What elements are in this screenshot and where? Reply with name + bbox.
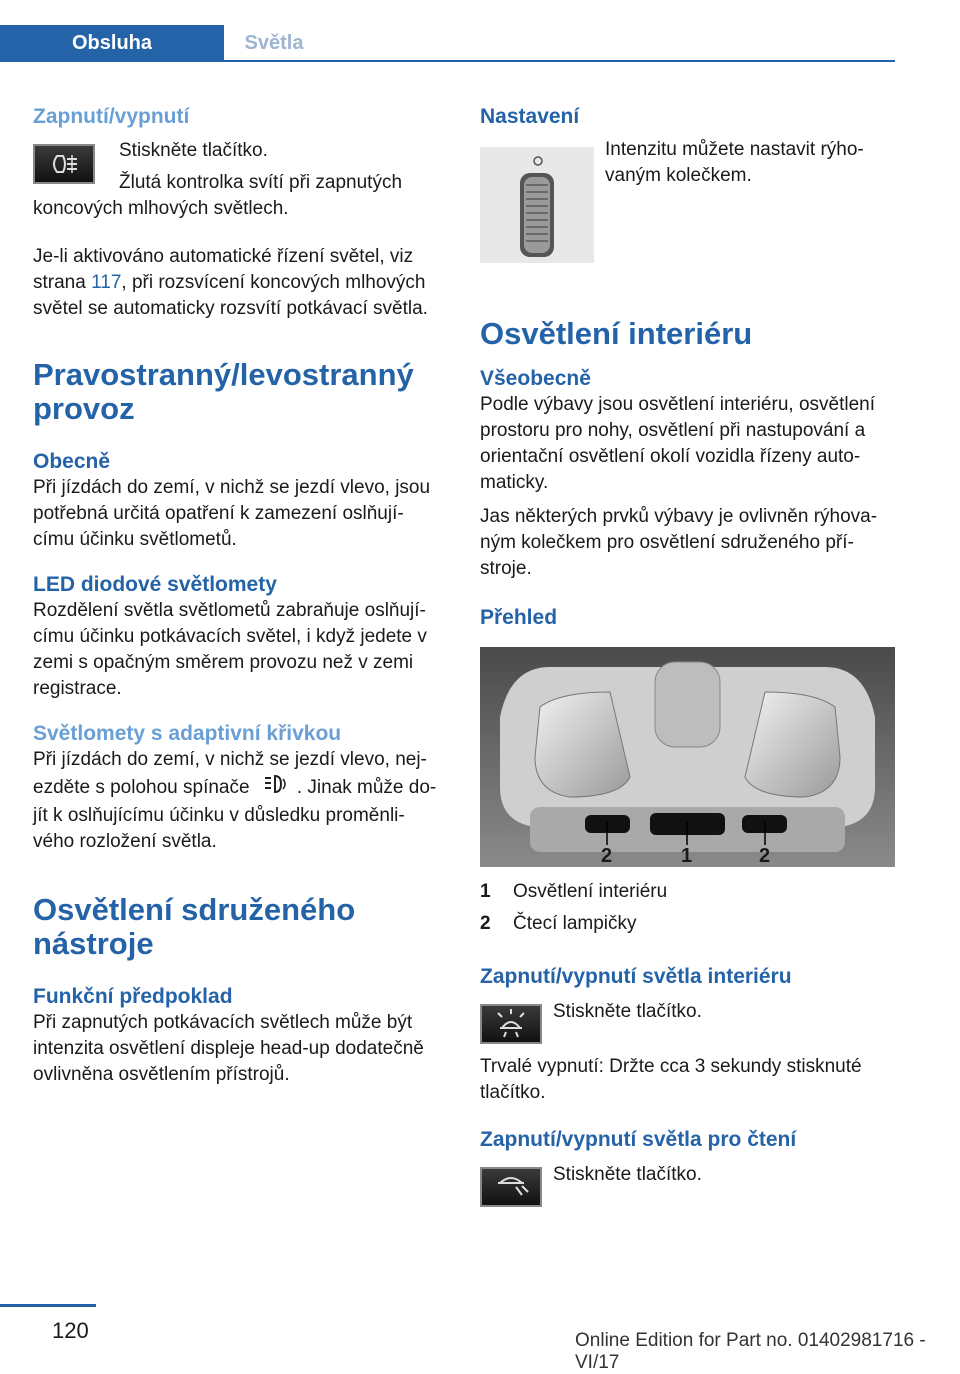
edition-note: Online Edition for Part no. 01402981716 - VI/17 bbox=[575, 1330, 926, 1373]
tab-svetla[interactable]: Světla bbox=[244, 32, 304, 54]
page-link-117[interactable]: 117 bbox=[91, 272, 122, 293]
interior-light-overview-image bbox=[480, 647, 895, 867]
heading-pravostranny: Pravostranný/levostranný bbox=[33, 357, 414, 392]
photo-label-1: 1 bbox=[681, 845, 693, 867]
rear-fog-light-button-icon bbox=[33, 144, 95, 184]
heading-vseobecne: Všeobecně bbox=[480, 367, 591, 390]
interior-light-block: Stiskněte tlačítko. bbox=[480, 1004, 895, 1048]
heading-zapnuti-cteni: Zapnutí/vypnutí světla pro čtení bbox=[480, 1128, 797, 1151]
heading-osvetleni-interieru: Osvětlení interiéru bbox=[480, 316, 753, 351]
tab-rule bbox=[0, 60, 895, 62]
rear-fog-block: Stiskněte tlačítko. Žlutá kontrolka svítí při zapnutých koncových mlhových světlech. bbox=[33, 140, 403, 219]
right-column: Nastavení Intenzitu můžete nastavit rýho‐ vaným kolečkem. Osvětlení interiéru Všeobecně Podle výbavy jsou osvětlení interiéru, osvětlení prostoru pro nohy, osvětlení při nastupování a orientační osvětlení okolí vozidla řízeny auto‐ maticky. Jas některých prvků výbavy je ovlivněn rýhova‐ ným kolečkem pro osvětlení sdruženého pří‐ stroje. Přehled 2 1 2 1 Osvětlení interiéru 2 Čtecí lampičky Zapnutí/vypnutí světla interiéru Stiskněte tlačítko. Trvalé vypnutí: Držte cca 3 sekundy stisknuté tlačítko. Zapnutí/vypnutí světla pro čtení Stiskněte tlačítko. bbox=[480, 98, 895, 1211]
heading-zapnuti-interieru: Zapnutí/vypnutí světla interiéru bbox=[480, 965, 792, 988]
heading-zapnuti-vypnuti: Zapnutí/vypnutí bbox=[33, 105, 190, 128]
heading-osvetleni-sdruzeneho: Osvětlení sdruženého bbox=[33, 892, 356, 927]
interior-light-button-icon bbox=[480, 1004, 542, 1044]
reading-light-block: Stiskněte tlačítko. bbox=[480, 1167, 895, 1211]
heading-nastaveni: Nastavení bbox=[480, 105, 580, 128]
heading-prehled: Přehled bbox=[480, 606, 558, 629]
tab-obsluha[interactable]: Obsluha bbox=[0, 25, 224, 61]
legend bbox=[480, 879, 895, 943]
page-number: 120 bbox=[52, 1318, 89, 1343]
headlight-switch-icon bbox=[261, 773, 291, 803]
chapter-tabs bbox=[0, 25, 895, 61]
legend-item: 1 Osvětlení interiéru bbox=[480, 881, 668, 902]
heading-funkcni-predpoklad: Funkční předpoklad bbox=[33, 985, 233, 1008]
heading-adaptive: Světlomety s adaptivní křivkou bbox=[33, 722, 342, 745]
dimmer-block: Intenzitu můžete nastavit rýho‐ vaným kolečkem. bbox=[480, 141, 895, 271]
photo-label-2-right: 2 bbox=[759, 845, 771, 867]
photo-label-2-left: 2 bbox=[601, 845, 613, 867]
left-column: Zapnutí/vypnutí Stiskněte tlačítko. Žlutá kontrolka svítí při zapnutých koncových mlhových světlech. Je-li aktivováno automatické řízení světel, viz strana 117, při rozsvícení koncových mlhových světel se automaticky rozsvítí potkávací světla. Pravostranný/levostranný provoz Obecně Při jízdách do zemí, v nichž se jezdí vlevo, jsou potřebná určitá opatření k zamezení oslňují‐ címu účinku světlometů. LED diodové světlomety Rozdělení světla světlometů zabraňuje oslňují‐ címu účinku potkávacích světel, i když jedete v zemi s opačným směrem provozu než v zemi registrace. Světlomety s adaptivní křivkou Při jízdách do zemí, v nichž se jezdí vlevo, nej‐ ezděte s polohou spínače . Jinak může do‐ jít k oslňujícímu účinku v důsledku proměnli‐ vého rozložení světla. Osvětlení sdruženého nástroje Funkční předpoklad Při zapnutých potkávacích světlech může být intenzita osvětlení displeje head-up dodatečně ovlivněna osvětlením přístrojů. bbox=[33, 98, 448, 1088]
heading-obecne: Obecně bbox=[33, 450, 111, 473]
text-press-button: Stiskněte tlačítko. bbox=[119, 140, 268, 161]
reading-light-button-icon bbox=[480, 1167, 542, 1207]
footer-rule bbox=[0, 1304, 96, 1307]
heading-led: LED diodové světlomety bbox=[33, 573, 277, 596]
legend-item: 2 Čtecí lampičky bbox=[480, 913, 637, 934]
dimmer-wheel-image bbox=[480, 147, 594, 263]
